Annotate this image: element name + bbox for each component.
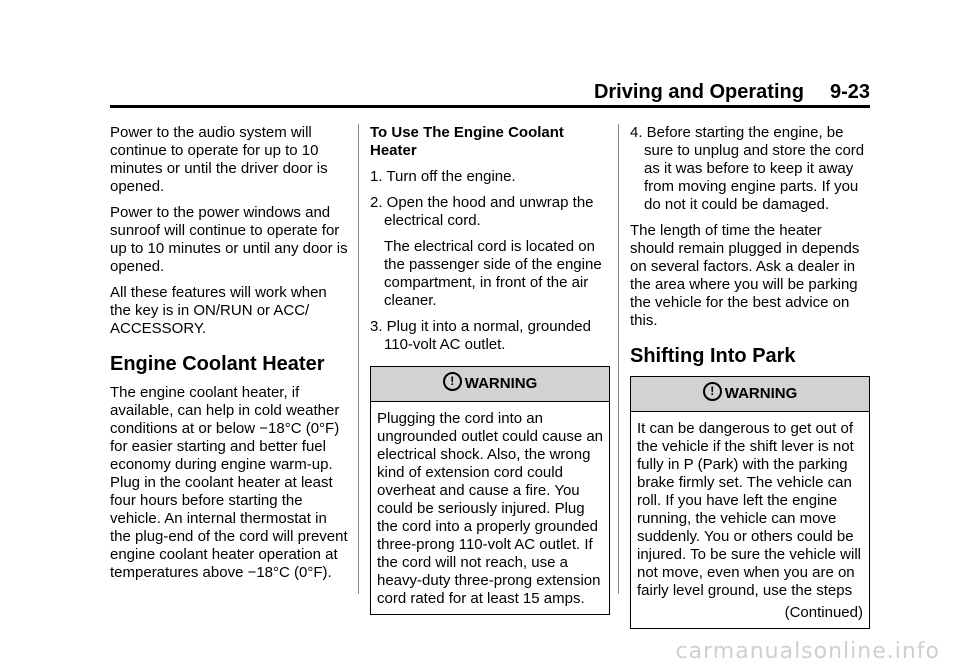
heading-shifting-into-park: Shifting Into Park bbox=[630, 345, 796, 367]
step-1: 1. Turn off the engine. bbox=[370, 168, 516, 185]
heading-engine-coolant-heater: Engine Coolant Heater bbox=[110, 353, 325, 375]
heading-to-use-heater: To Use The Engine Coolant Heater bbox=[370, 124, 564, 159]
warning-text: Plugging the cord into an ungrounded outlet could cause an electrical shock. Also, the wrong kind of extension cord could overheat and cause a fire. You could be seriously injured. Plug the cord into a properly grounded three-prong 110-volt AC outlet. If the cord will not reach, use a heavy-duty three-prong extension cord rated for at least 15 amps. bbox=[377, 410, 604, 607]
warning-header bbox=[371, 367, 609, 402]
continued-label: (Continued) bbox=[784, 604, 863, 621]
watermark: carmanualsonline.info bbox=[675, 639, 940, 664]
column-divider-1 bbox=[358, 124, 359, 594]
warning-icon: ! bbox=[443, 372, 462, 391]
paragraph-heater-duration: The length of time the heater should remain plugged in depends on several factors. Ask a dealer in the area where you will be parking the vehicle for the best advice on this. bbox=[630, 222, 860, 329]
step-4: 4. Before starting the engine, be sure to unplug and store the cord as it was before to keep it away from moving engine parts. If you do not it could be damaged. bbox=[630, 124, 865, 213]
column-2 bbox=[370, 124, 610, 615]
step-2-note: The electrical cord is located on the passenger side of the engine compartment, in front of the air cleaner. bbox=[384, 238, 602, 309]
warning-header bbox=[631, 377, 869, 412]
paragraph-window-power: Power to the power windows and sunroof will continue to operate for up to 10 minutes or until any door is opened. bbox=[110, 204, 348, 275]
page-header bbox=[110, 80, 870, 104]
warning-icon: ! bbox=[703, 382, 722, 401]
column-3 bbox=[630, 124, 870, 629]
paragraph-features: All these features will work when the key is in ON/RUN or ACC/ ACCESSORY. bbox=[110, 284, 327, 337]
warning-box-cord bbox=[370, 366, 610, 615]
step-2: 2. Open the hood and unwrap the electrical cord. bbox=[370, 194, 594, 229]
column-1 bbox=[110, 124, 348, 590]
paragraph-audio-power: Power to the audio system will continue to operate for up to 10 minutes or until the driver door is opened. bbox=[110, 124, 328, 195]
step-3: 3. Plug it into a normal, grounded 110-volt AC outlet. bbox=[370, 318, 591, 353]
paragraph-coolant-heater: The engine coolant heater, if available, can help in cold weather conditions at or below −18°C (0°F) for easier starting and better fuel economy during engine warm-up. Plug in the coolant heater at least four hours before starting the vehicle. An internal thermostat in the plug-end of the cord will prevent engine coolant heater operation at temperatures above −18°C (0°F). bbox=[110, 384, 348, 581]
warning-text bbox=[631, 412, 869, 628]
section-title: Driving and Operating bbox=[593, 81, 804, 103]
warning-title: WARNING bbox=[724, 385, 798, 402]
warning-title: WARNING bbox=[464, 375, 538, 392]
warning-park-text: It can be dangerous to get out of the vehicle if the shift lever is not fully in P (Park) with the parking brake firmly set. The vehicle can roll. If you have left the engine running, the vehicle can move suddenly. You or others could be injured. To be sure the vehicle will not move, even when you are on fairly level ground, use the steps bbox=[637, 420, 862, 599]
column-divider-2 bbox=[618, 124, 619, 594]
page-number: 9-23 bbox=[829, 81, 870, 103]
header-rule bbox=[110, 105, 870, 108]
warning-box-park bbox=[630, 376, 870, 629]
